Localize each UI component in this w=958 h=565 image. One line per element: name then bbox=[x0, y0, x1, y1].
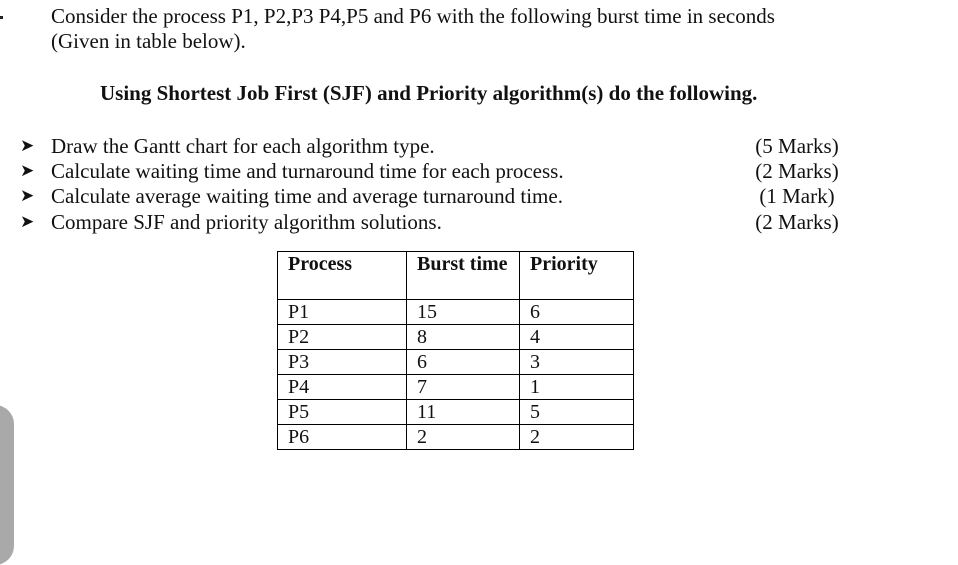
table-row bbox=[278, 325, 634, 350]
side-scroll-tab[interactable] bbox=[0, 405, 14, 565]
task-item bbox=[0, 133, 958, 159]
table-row bbox=[278, 400, 634, 425]
task-text: Compare SJF and priority algorithm solutions. bbox=[51, 210, 442, 234]
task-marks: (2 Marks) bbox=[755, 159, 839, 183]
task-text: Calculate waiting time and turnaround time for each process. bbox=[51, 159, 564, 183]
header-priority: Priority bbox=[520, 252, 634, 300]
cell-priority: 2 bbox=[520, 425, 634, 450]
cell-priority: 3 bbox=[520, 350, 634, 375]
cell-process: P6 bbox=[278, 425, 407, 450]
table-row bbox=[278, 425, 634, 450]
cell-burst: 11 bbox=[407, 400, 520, 425]
cell-process: P5 bbox=[278, 400, 407, 425]
intro-line-2: (Given in table below). bbox=[51, 29, 246, 53]
header-process: Process bbox=[278, 252, 407, 300]
process-table bbox=[277, 251, 634, 450]
cell-process: P2 bbox=[278, 325, 407, 350]
cell-burst: 6 bbox=[407, 350, 520, 375]
table-row bbox=[278, 375, 634, 400]
cell-process: P3 bbox=[278, 350, 407, 375]
header-burst-time: Burst time bbox=[407, 252, 520, 300]
cell-priority: 4 bbox=[520, 325, 634, 350]
cell-burst: 2 bbox=[407, 425, 520, 450]
task-text: Calculate average waiting time and average turnaround time. bbox=[51, 184, 563, 208]
cell-process: P1 bbox=[278, 300, 407, 325]
arrow-bullet-icon: ➤ bbox=[20, 212, 35, 232]
cell-burst: 8 bbox=[407, 325, 520, 350]
cell-priority: 6 bbox=[520, 300, 634, 325]
arrow-bullet-icon: ➤ bbox=[20, 136, 35, 156]
edge-mark bbox=[0, 16, 3, 19]
cell-process: P4 bbox=[278, 375, 407, 400]
intro-paragraph bbox=[51, 4, 775, 54]
intro-line-1: Consider the process P1, P2,P3 P4,P5 and P6 with the following burst time in seconds bbox=[51, 4, 775, 28]
task-marks: (5 Marks) bbox=[755, 134, 839, 158]
task-item bbox=[0, 209, 958, 235]
instruction-heading: Using Shortest Job First (SJF) and Priority algorithm(s) do the following. bbox=[100, 81, 758, 105]
task-marks: (2 Marks) bbox=[755, 210, 839, 234]
task-item bbox=[0, 183, 958, 209]
cell-priority: 5 bbox=[520, 400, 634, 425]
task-text: Draw the Gantt chart for each algorithm type. bbox=[51, 134, 435, 158]
cell-burst: 15 bbox=[407, 300, 520, 325]
table-row bbox=[278, 350, 634, 375]
task-marks: (1 Mark) bbox=[759, 184, 835, 208]
arrow-bullet-icon: ➤ bbox=[20, 186, 35, 206]
table-row bbox=[278, 300, 634, 325]
table-header-row bbox=[278, 252, 634, 300]
cell-priority: 1 bbox=[520, 375, 634, 400]
arrow-bullet-icon: ➤ bbox=[20, 161, 35, 181]
task-item bbox=[0, 158, 958, 184]
cell-burst: 7 bbox=[407, 375, 520, 400]
